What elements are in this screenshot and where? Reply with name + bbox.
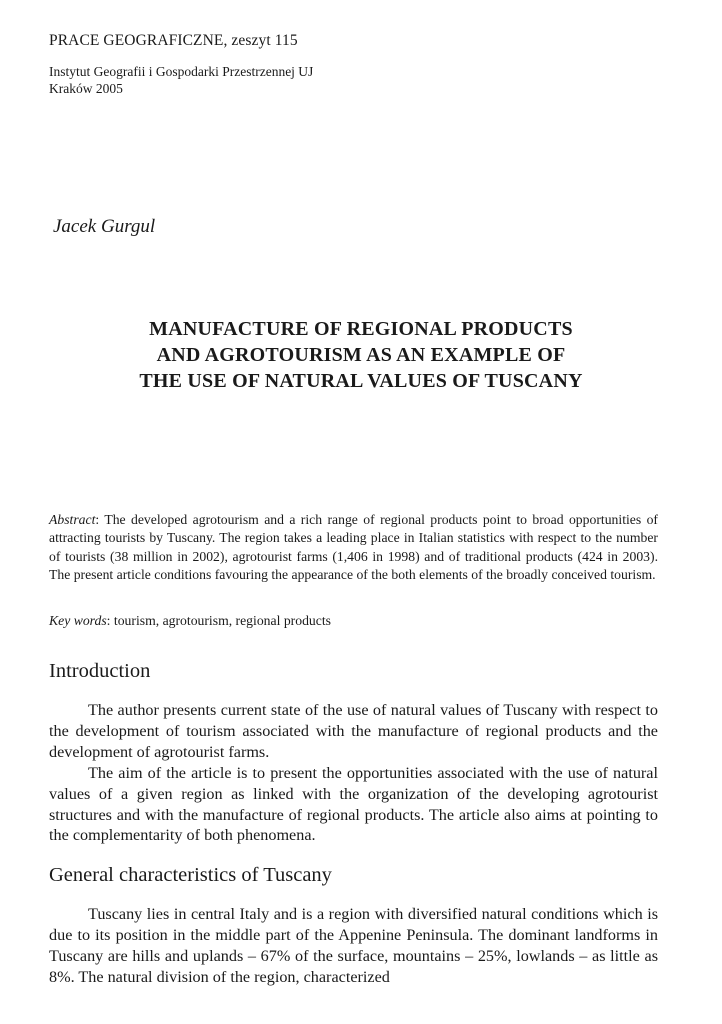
introduction-paragraph-1: The author presents current state of the use of natural values of Tuscany with respect to the development of tourism associated with the manufacture of regional products and the development of agrotourist farms. xyxy=(49,701,658,761)
title-line-1: MANUFACTURE OF REGIONAL PRODUCTS xyxy=(149,318,573,340)
journal-header: PRACE GEOGRAFICZNE, zeszyt 115 xyxy=(49,32,298,49)
introduction-paragraph-2: The aim of the article is to present the opportunities associated with the use of natural values of a given region as linked with the organization of the developing agrotourist structures and with the manufacture of regional products. The article also aims at pointing to the complementarity of both phenomena. xyxy=(49,763,658,845)
author-name: Jacek Gurgul xyxy=(53,216,156,237)
title-line-2: AND AGROTOURISM AS AN EXAMPLE OF xyxy=(156,344,566,366)
institute-block xyxy=(49,63,313,97)
section-heading-introduction: Introduction xyxy=(49,660,151,682)
general-paragraph-1: Tuscany lies in central Italy and is a region with diversified natural conditions which is due to its position in the middle part of the Appenine Peninsula. The dominant landforms in Tuscany are hills and uplands – 67% of the surface, mountains – 25%, lowlands – as little as 8%. The natural division of the region, characterized xyxy=(49,905,658,986)
place-year: Kraków 2005 xyxy=(49,81,123,96)
institute-name: Instytut Geografii i Gospodarki Przestrzennej UJ xyxy=(49,64,314,79)
section-heading-general: General characteristics of Tuscany xyxy=(49,864,332,886)
keywords-text: : tourism, agrotourism, regional products xyxy=(106,613,331,628)
abstract xyxy=(49,511,658,585)
title-line-3: THE USE OF NATURAL VALUES OF TUSCANY xyxy=(139,370,583,392)
article-title xyxy=(0,316,722,394)
keywords-label: Key words xyxy=(49,613,107,628)
abstract-text: : The developed agrotourism and a rich range of regional products point to broad opportunities of attracting tourists by Tuscany. The region takes a leading place in Italian statistics with respect to the number of tourists (38 million in 2002), agrotourist farms (1,406 in 1998) and of traditional products (424 in 2003). The present article conditions favouring the appearance of the both elements of the broadly conceived tourism. xyxy=(49,512,658,583)
abstract-label: Abstract xyxy=(49,512,96,527)
general-body xyxy=(49,904,658,988)
introduction-body xyxy=(49,700,658,846)
keywords xyxy=(49,613,331,629)
